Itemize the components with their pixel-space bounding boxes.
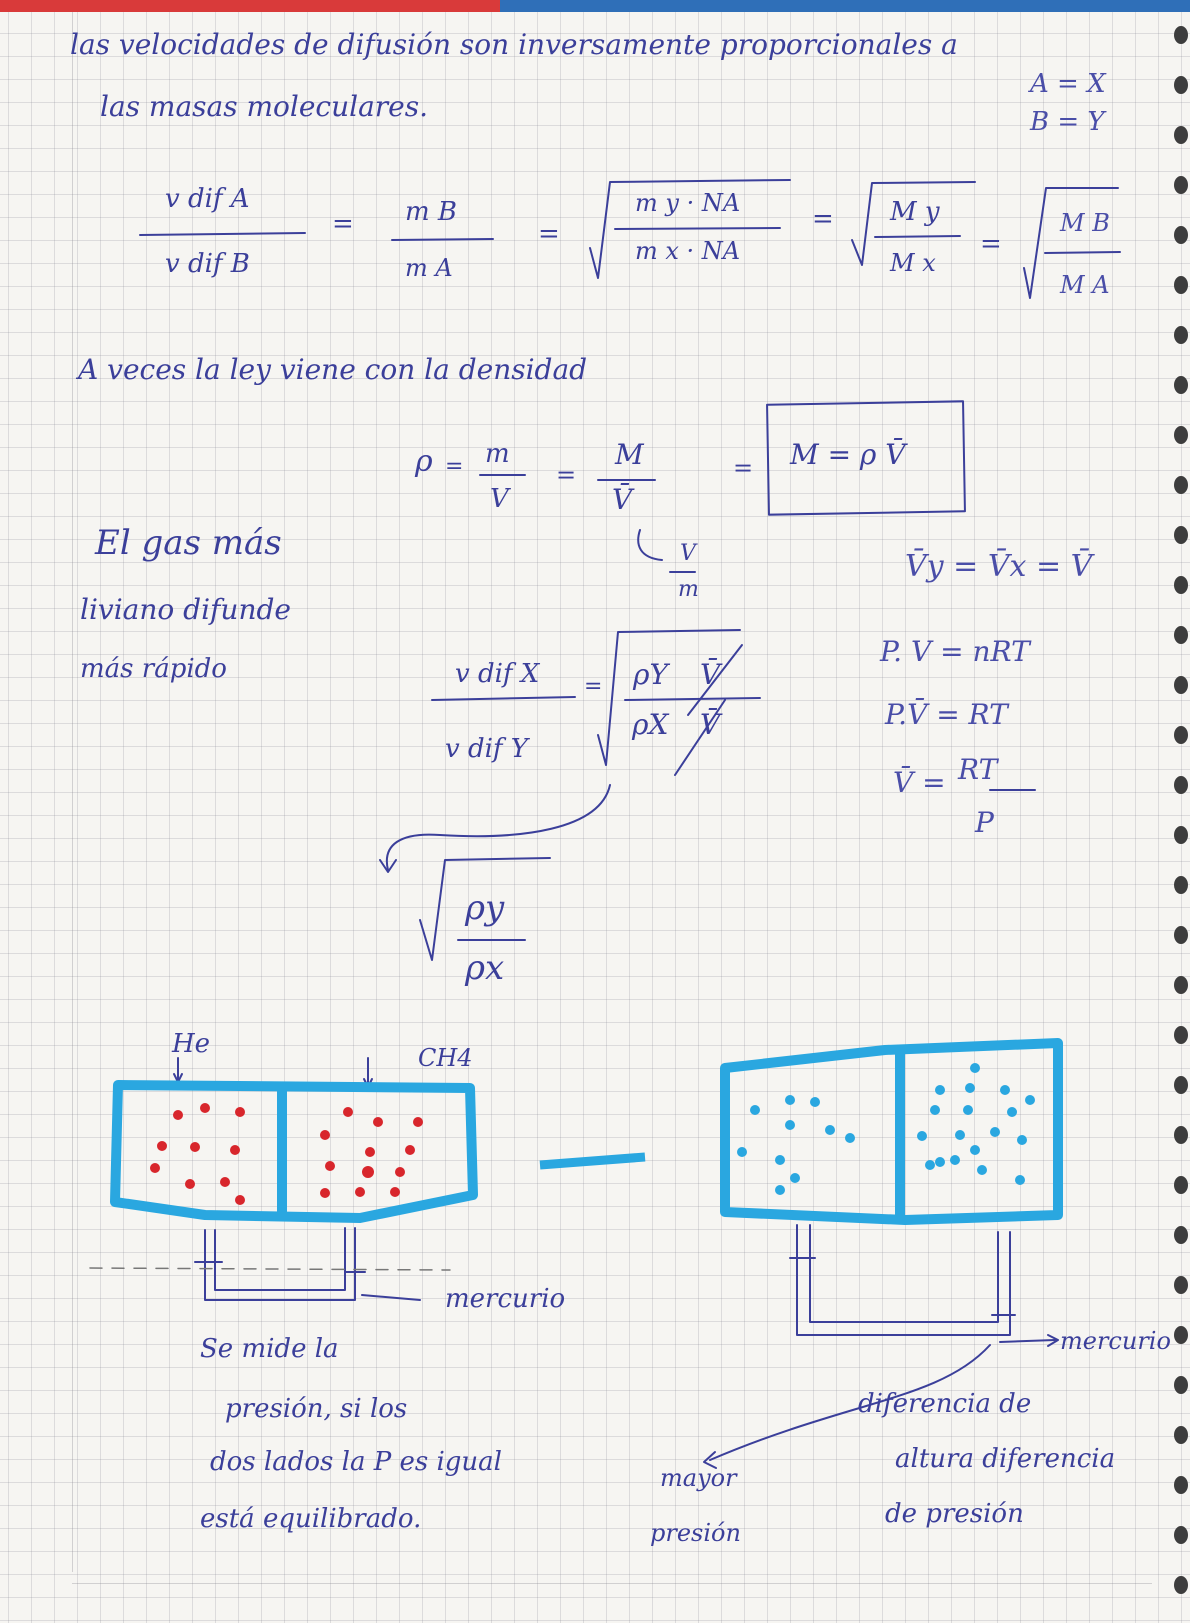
f1-lhs-den: v dif B bbox=[165, 249, 250, 279]
rt-num: RT bbox=[958, 753, 998, 786]
vbar-equality: V̄y = V̄x = V̄ bbox=[905, 549, 1093, 584]
f1-sqrt-2 bbox=[852, 182, 975, 265]
caption-line-3: dos lados la P es igual bbox=[210, 1447, 502, 1477]
mercurio-right: mercurio bbox=[1060, 1327, 1171, 1355]
f1-eq-3: = bbox=[812, 204, 834, 234]
caption-line-1: Se mide la bbox=[200, 1334, 339, 1364]
density-M: M bbox=[615, 438, 644, 471]
f1-mass-den: m A bbox=[405, 254, 453, 282]
f1-mab-num: M B bbox=[1060, 209, 1110, 237]
f2-lhs-den: v dif Y bbox=[445, 734, 528, 764]
density-eq-2: = bbox=[556, 461, 577, 489]
caption-line-2: presión, si los bbox=[225, 1394, 408, 1424]
key-a: A = X bbox=[1030, 69, 1106, 99]
density-eq-3: = bbox=[733, 454, 754, 482]
f2-rho-x: ρX bbox=[632, 708, 669, 741]
curve-arrow bbox=[387, 785, 610, 870]
manometer-right-inner bbox=[810, 1225, 998, 1322]
mayor-line-2: presión bbox=[650, 1519, 741, 1547]
container-right bbox=[725, 1043, 1058, 1220]
mayor-pointer bbox=[710, 1345, 990, 1460]
f1-eq-4: = bbox=[980, 229, 1002, 259]
density-vbar: V̄ bbox=[612, 483, 633, 516]
boxed-formula: M = ρ V̄ bbox=[790, 438, 906, 471]
f2-lhs-num: v dif X bbox=[455, 659, 540, 689]
pv-nrt: P. V = nRT bbox=[880, 635, 1030, 668]
f2-bar-1 bbox=[432, 697, 575, 700]
f1-bar-2 bbox=[392, 239, 493, 240]
sqrt-rho-y: ρy bbox=[465, 888, 505, 928]
rho-symbol: ρ bbox=[415, 444, 433, 479]
caption-line-4: está equilibrado. bbox=[200, 1504, 422, 1534]
pvbar-rt: P.V̄ = RT bbox=[885, 698, 1008, 731]
intro-line-1: las velocidades de difusión son inversamente proporcionales a bbox=[70, 28, 958, 61]
f1-bar-5 bbox=[1045, 252, 1120, 253]
lighter-gas-line-3: más rápido bbox=[80, 654, 227, 684]
f2-sqrt bbox=[598, 630, 740, 765]
f1-sqrt-3 bbox=[1024, 188, 1118, 298]
label-he: He bbox=[172, 1029, 211, 1059]
f1-bar-4 bbox=[875, 236, 960, 237]
rho-eq: = bbox=[445, 454, 464, 479]
f2-cross-2 bbox=[675, 700, 725, 775]
p-den: P bbox=[975, 806, 994, 839]
mercurio-left-pointer bbox=[362, 1295, 420, 1300]
f1-mass-num: m B bbox=[405, 197, 458, 227]
label-ch4: CH4 bbox=[418, 1044, 473, 1072]
sqrt-rho-x: ρx bbox=[465, 948, 505, 988]
mercurio-left: mercurio bbox=[445, 1284, 566, 1314]
f1-eq-1: = bbox=[332, 209, 354, 239]
f2-bar-2 bbox=[625, 698, 760, 700]
density-v: V bbox=[490, 484, 509, 514]
manometer-left-inner bbox=[215, 1228, 345, 1290]
transition-arrow bbox=[540, 1157, 645, 1165]
density-m: m bbox=[485, 439, 510, 469]
mayor-line-1: mayor bbox=[660, 1464, 737, 1492]
f1-lhs-num: v dif A bbox=[165, 184, 250, 214]
density-arrow bbox=[638, 530, 662, 560]
sqrt-result-sign bbox=[420, 858, 550, 960]
container-left bbox=[115, 1085, 473, 1218]
f2-vbar-num: V̄ bbox=[700, 658, 721, 691]
boxed-formula-frame bbox=[767, 401, 965, 514]
density-intro: A veces la ley viene con la densidad bbox=[78, 353, 588, 386]
f2-vbar-den: V̄ bbox=[700, 708, 721, 741]
f1-mm-num: M y bbox=[890, 197, 940, 227]
manometer-right-outer bbox=[797, 1225, 1010, 1335]
f2-eq: = bbox=[584, 674, 603, 699]
f1-eq-2: = bbox=[538, 219, 560, 249]
f2-rho-y: ρY bbox=[633, 658, 668, 691]
mercurio-right-pointer bbox=[1000, 1340, 1055, 1342]
key-b: B = Y bbox=[1030, 107, 1105, 137]
sub-v: V bbox=[680, 541, 696, 566]
blue-dots bbox=[737, 1063, 1035, 1195]
sub-m: m bbox=[678, 577, 699, 602]
diferencia-line-3: de presión bbox=[885, 1499, 1024, 1529]
f1-mab-den: M A bbox=[1060, 271, 1110, 299]
f1-na-num: m y · NA bbox=[635, 189, 741, 217]
intro-line-2: las masas moleculares. bbox=[100, 90, 429, 123]
lighter-gas-line-2: liviano difunde bbox=[80, 593, 291, 626]
diferencia-line-2: altura diferencia bbox=[895, 1444, 1116, 1474]
diferencia-line-1: diferencia de bbox=[858, 1389, 1032, 1419]
vbar-lhs: V̄ = bbox=[893, 766, 946, 799]
f1-na-den: m x · NA bbox=[635, 237, 741, 265]
f2-cross-1 bbox=[688, 645, 742, 715]
reference-dashed bbox=[90, 1268, 450, 1270]
f1-bar-1 bbox=[140, 233, 305, 235]
lighter-gas-line-1: El gas más bbox=[95, 523, 282, 563]
f1-bar-3 bbox=[615, 228, 780, 229]
f1-mm-den: M x bbox=[890, 249, 936, 277]
